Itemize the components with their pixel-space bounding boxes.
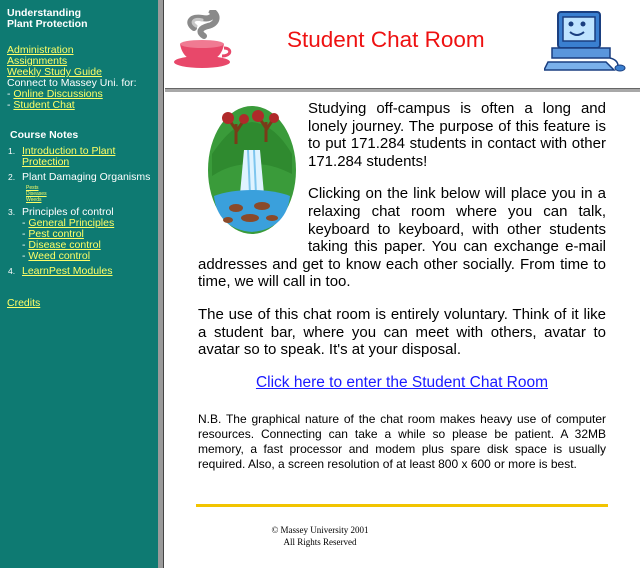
note-item-2 [8, 172, 158, 203]
copyright-text: © Massey University 2001 [271, 525, 369, 535]
dash: - [22, 228, 29, 240]
header-divider [165, 88, 640, 92]
computer-icon [544, 8, 628, 77]
weed-control-link[interactable]: Weed control [28, 250, 91, 262]
online-discussions-link[interactable]: Online Discussions [13, 88, 103, 100]
administration-link[interactable]: Administration [7, 44, 74, 56]
note-number: 4. [8, 266, 16, 276]
note-number: 2. [8, 172, 16, 182]
assignments-link[interactable]: Assignments [7, 55, 68, 67]
sidebar [0, 0, 158, 568]
sidebar-nav [7, 45, 137, 111]
note-item-1 [8, 146, 158, 168]
intro-paragraph: Studying off-campus is often a long and lonely journey. The purpose of this feature is to put 171.284 students in contact with other 171.284 students! [308, 100, 606, 170]
nb-requirements-note: N.B. The graphical nature of the chat room makes heavy use of computer resources. Connecting can take a while so please be patient. A 32MB memory, a fast processor and modem plus spare disk space is usually required. Also, a screen resolution of at least 800 x 600 or more is best. [198, 411, 606, 471]
dash: - [7, 99, 14, 111]
principles-of-control-label: Principles of control [22, 206, 114, 218]
voluntary-paragraph: The use of this chat room is entirely voluntary. Think of it like a student bar, where you can meet with others, avatar to avatar so to speak. It's at your disposal. [198, 305, 606, 359]
credits-link[interactable]: Credits [7, 297, 41, 309]
waterfall-illustration [206, 104, 298, 241]
main-content [198, 100, 606, 472]
note-link-line2: Protection [22, 156, 70, 168]
pests-link[interactable]: Pests [26, 185, 39, 191]
page-title: Student Chat Room [287, 27, 485, 52]
site-title [7, 8, 88, 30]
chat-description-paragraph: Clicking on the link below will place you in a relaxing chat room where you can talk, keyboard to keyboard, with other students taking this paper. You can exchange e-mail addresses and get to know each other socially. From time to time, we will call in too. [198, 185, 606, 291]
sidebar-border [158, 0, 164, 568]
weed-control-row [22, 251, 158, 262]
enter-chat-room-link[interactable]: Click here to enter the Student Chat Room [255, 373, 549, 391]
coffee-cup-icon [172, 10, 234, 75]
weekly-study-guide-link[interactable]: Weekly Study Guide [7, 66, 102, 78]
student-chat-row [7, 100, 137, 111]
dash: - [22, 239, 29, 251]
course-notes-list [8, 146, 158, 281]
note-number: 3. [8, 207, 16, 217]
site-title-line2: Plant Protection [7, 18, 88, 30]
intro-plant-protection-link[interactable] [22, 146, 158, 168]
diseases-link[interactable]: Diseases [26, 191, 47, 197]
pest-control-link[interactable]: Pest control [28, 228, 84, 240]
student-chat-link[interactable]: Student Chat [13, 99, 75, 111]
note-number: 1. [8, 146, 16, 156]
dash: - [22, 217, 29, 229]
connect-massey-text: Connect to Massey Uni. for: [7, 77, 137, 89]
note-item-3 [8, 207, 158, 262]
rights-text: All Rights Reserved [283, 537, 357, 547]
footer-divider [196, 504, 608, 507]
plant-damaging-organisms-label: Plant Damaging Organisms [22, 171, 151, 183]
dash: - [22, 250, 29, 262]
note-item-4 [8, 266, 158, 277]
note-link-line1: Introduction to Plant [22, 145, 116, 157]
general-principles-link[interactable]: General Principles [28, 217, 115, 229]
dash: - [7, 88, 14, 100]
disease-control-link[interactable]: Disease control [28, 239, 101, 251]
course-notes-heading: Course Notes [10, 129, 79, 141]
learnpest-modules-link[interactable]: LearnPest Modules [22, 265, 113, 277]
weeds-link[interactable]: Weeds [26, 197, 42, 203]
site-title-line1: Understanding [7, 7, 82, 19]
